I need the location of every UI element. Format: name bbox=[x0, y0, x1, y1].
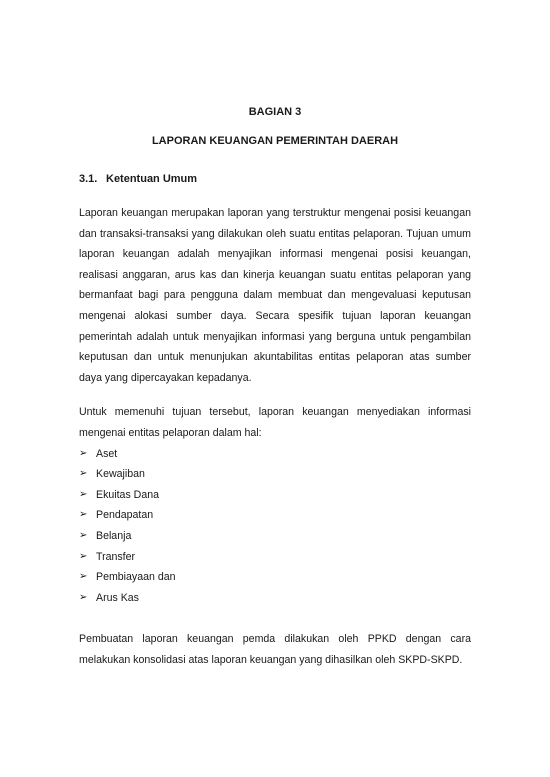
section-heading bbox=[79, 171, 471, 187]
list-item: ➢ Kewajiban bbox=[79, 464, 471, 485]
arrow-bullet-icon: ➢ bbox=[79, 447, 88, 459]
list-item: ➢ Transfer bbox=[79, 547, 471, 568]
arrow-bullet-icon: ➢ bbox=[79, 509, 88, 521]
list-item: ➢ Aset bbox=[79, 444, 471, 465]
arrow-bullet-icon: ➢ bbox=[79, 591, 88, 603]
section-title: Ketentuan Umum bbox=[106, 173, 198, 185]
list-item: ➢ Arus Kas bbox=[79, 588, 471, 609]
report-elements-list bbox=[79, 444, 471, 609]
paragraph-information: Untuk memenuhi tujuan tersebut, laporan keuangan menyediakan informasi mengenai entitas pelaporan dalam hal: bbox=[79, 406, 471, 439]
chapter-title: LAPORAN KEUANGAN PEMERINTAH DAERAH bbox=[151, 135, 399, 147]
list-item: ➢ Belanja bbox=[79, 526, 471, 547]
list-item: ➢ Pendapatan bbox=[79, 505, 471, 526]
arrow-bullet-icon: ➢ bbox=[79, 550, 88, 562]
paragraph-purpose: Laporan keuangan merupakan laporan yang terstruktur mengenai posisi keuangan dan transaksi-transaksi yang dilakukan oleh suatu entitas pelaporan. Tujuan umum laporan keuangan adalah menyajikan informasi mengenai posisi keuangan, realisasi anggaran, arus kas dan kinerja keuangan suatu entitas pelaporan yang bermanfaat bagi para pengguna dalam membuat dan mengevaluasi keputusan mengenai alokasi sumber daya. Secara spesifik tujuan laporan keuangan pemerintah adalah untuk menyajikan informasi yang berguna untuk pengambilan keputusan dan untuk menunjukan akuntabilitas entitas pelaporan atas sumber daya yang dipercayakan kepadanya. bbox=[79, 207, 471, 384]
arrow-bullet-icon: ➢ bbox=[79, 529, 88, 541]
section-number: 3.1. bbox=[79, 173, 98, 185]
document-page bbox=[79, 104, 471, 670]
arrow-bullet-icon: ➢ bbox=[79, 468, 88, 480]
arrow-bullet-icon: ➢ bbox=[79, 571, 88, 583]
list-item: ➢ Pembiayaan dan bbox=[79, 567, 471, 588]
paragraph-consolidation: Pembuatan laporan keuangan pemda dilakukan oleh PPKD dengan cara melakukan konsolidasi atas laporan keuangan yang dihasilkan oleh SKPD-SKPD. bbox=[79, 633, 471, 666]
list-item: ➢ Ekuitas Dana bbox=[79, 485, 471, 506]
chapter-label: BAGIAN 3 bbox=[248, 106, 302, 118]
arrow-bullet-icon: ➢ bbox=[79, 488, 88, 500]
